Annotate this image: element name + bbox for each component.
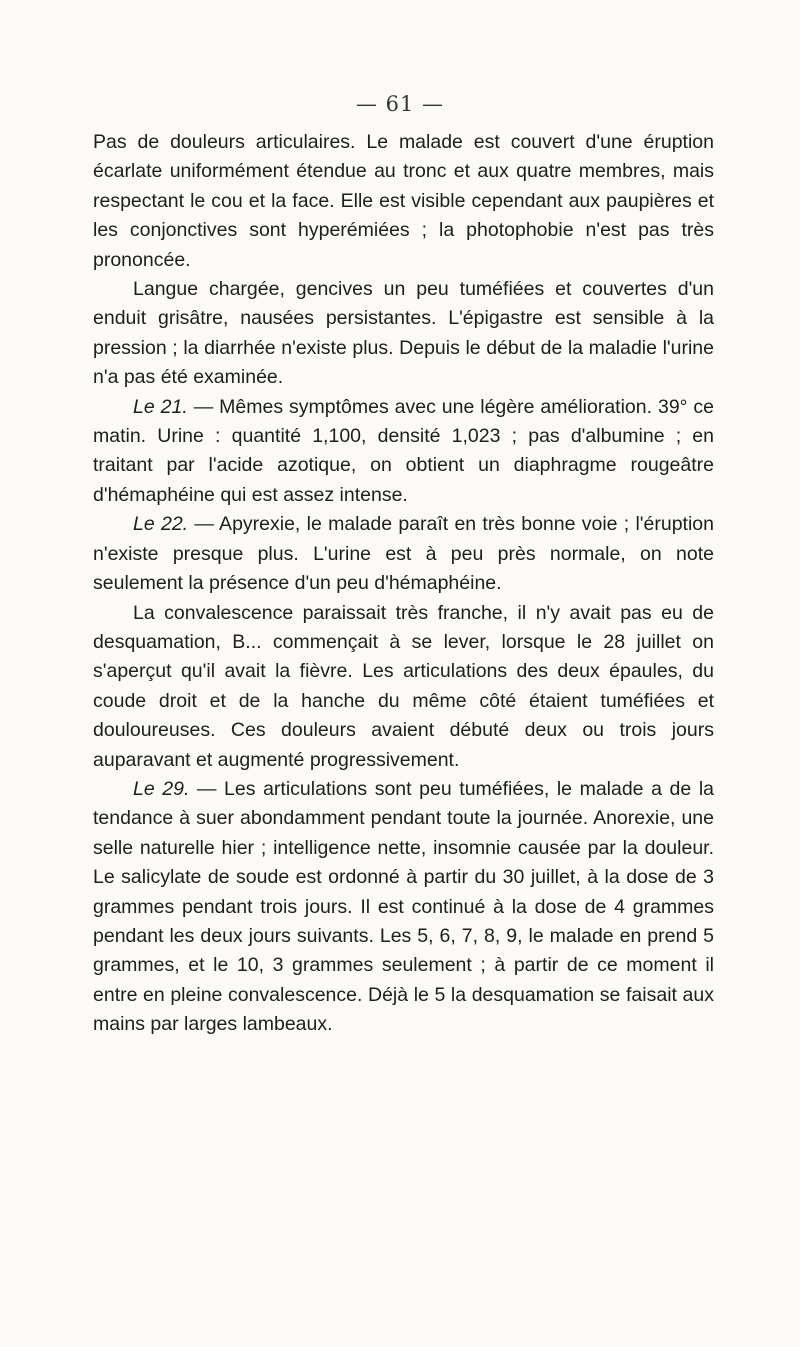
paragraph: [93, 128, 714, 275]
paragraph: [93, 393, 714, 511]
page-number: — 61 —: [355, 92, 445, 116]
date-label: Le 22.: [133, 513, 189, 536]
paragraph: [93, 510, 714, 598]
paragraph-text: — Apyrexie, le malade paraît en très bonne voie ; l'éruption n'existe presque plus. L'urine est à peu près normale, on note seulement la présence d'un peu d'hémaphéine.: [93, 513, 714, 595]
paragraph: [93, 599, 714, 775]
paragraph-text: La convalescence paraissait très franche, il n'y avait pas eu de desquamation, B... commençait à se lever, lorsque le 28 juillet on s'aperçut qu'il avait la fièvre. Les articulations des deux épaules, du coude droit et de la hanche du même côté étaient tuméfiées et douloureuses. Ces douleurs avaient débuté deux ou trois jours auparavant et augmenté progressivement.: [93, 601, 714, 771]
paragraph-text: Langue chargée, gencives un peu tuméfiées et couvertes d'un enduit grisâtre, nausées persistantes. L'épigastre est sensible à la pression ; la diarrhée n'existe plus. Depuis le début de la maladie l'urine n'a pas été examinée.: [93, 278, 714, 389]
paragraph-text: — Les articulations sont peu tuméfiées, le malade a de la tendance à suer abondamment pendant toute la journée. Anorexie, une selle naturelle hier ; intelligence nette, insomnie causée par la douleur. Le salicylate de soude est ordonné à partir du 30 juillet, à la dose de 3 grammes pendant trois jours. Il est continué à la dose de 4 grammes pendant les deux jours suivants. Les 5, 6, 7, 8, 9, le malade en prend 5 grammes, et le 10, 3 grammes seulement ; à partir de ce moment il entre en pleine convalescence. Déjà le 5 la desquamation se faisait aux mains par larges lambeaux.: [93, 777, 714, 1036]
body-text: [93, 128, 714, 1040]
paragraph-text: Pas de douleurs articulaires. Le malade est couvert d'une éruption écarlate uniformément étendue au tronc et aux quatre membres, mais respectant le cou et la face. Elle est visible cependant aux paupières et les conjonctives sont hyperémiées ; la photophobie n'est pas très prononcée.: [93, 131, 714, 271]
date-label: Le 29.: [133, 777, 190, 800]
date-label: Le 21.: [133, 395, 188, 418]
paragraph-text: — Mêmes symptômes avec une légère amélioration. 39° ce matin. Urine : quantité 1,100, densité 1,023 ; pas d'albumine ; en traitant par l'acide azotique, on obtient un diaphragme rougeâtre d'hémaphéine qui est assez intense.: [93, 395, 715, 506]
paragraph: [93, 775, 714, 1040]
paragraph: [93, 275, 714, 393]
